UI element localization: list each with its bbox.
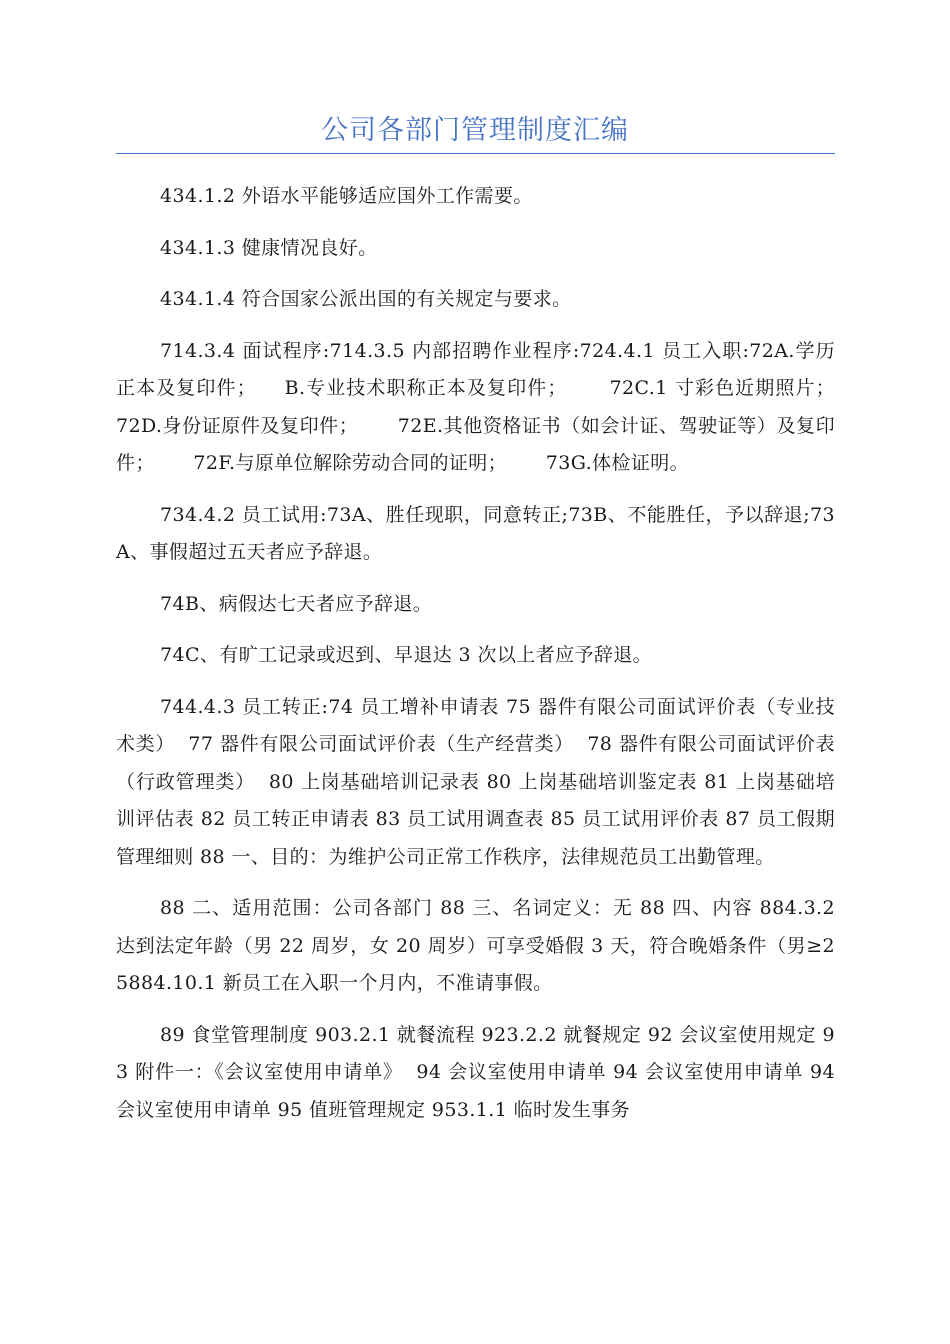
paragraph: 88 二、适用范围：公司各部门 88 三、名词定义：无 88 四、内容 884.3.2 达到法定年龄（男 22 周岁，女 20 周岁）可享受婚假 3 天，符合晚婚条件（男≥25884.10.1 新员工在入职一个月内，不准请事假。 [116,897,842,994]
paragraph: 89 食堂管理制度 903.2.1 就餐流程 923.2.2 就餐规定 92 会议室使用规定 93 附件一：《会议室使用申请单》 94 会议室使用申请单 94 会议室使用申请单 94 会议室使用申请单 95 值班管理规定 953.1.1 临时发生事务 [116,1023,842,1121]
header-divider [116,153,835,154]
paragraph: 434.1.4 符合国家公派出国的有关规定与要求。 [160,288,572,310]
paragraph: 714.3.4 面试程序:714.3.5 内部招聘作业程序:724.4.1 员工入职:72A.学历正本及复印件； B.专业技术职称正本及复印件； 72C.1 寸彩色近期照片； 72D.身份证原件及复印件； 72E.其他资格证书（如会计证、驾驶证等）及复印件； 72F.与原单位解除劳动合同的证明； 73G.体检证明。 [116,339,874,474]
paragraph: 734.4.2 员工试用:73A、胜任现职，同意转正;73B、不能胜任，予以辞退;73A、事假超过五天者应予辞退。 [116,503,835,563]
document-body [116,178,874,1143]
paragraph: 434.1.3 健康情况良好。 [160,236,378,259]
page-header-title: 公司各部门管理制度汇编 [321,115,629,146]
paragraph: 74C、有旷工记录或迟到、早退达 3 次以上者应予辞退。 [160,644,653,666]
paragraph: 74B、病假达七天者应予辞退。 [160,592,433,615]
paragraph: 744.4.3 员工转正:74 员工增补申请表 75 器件有限公司面试评价表（专业技术类） 77 器件有限公司面试评价表（生产经营类） 78 器件有限公司面试评价表（行政管理类） 80 上岗基础培训记录表 80 上岗基础培训鉴定表 81 上岗基础培训评估表 82 员工转正申请表 83 员工试用调查表 85 员工试用评价表 87 员工假期管理细则 88 一、目的：为维护公司正常工作秩序，法律规范员工出勤管理。 [116,695,835,868]
paragraph: 434.1.2 外语水平能够适应国外工作需要。 [160,185,533,207]
